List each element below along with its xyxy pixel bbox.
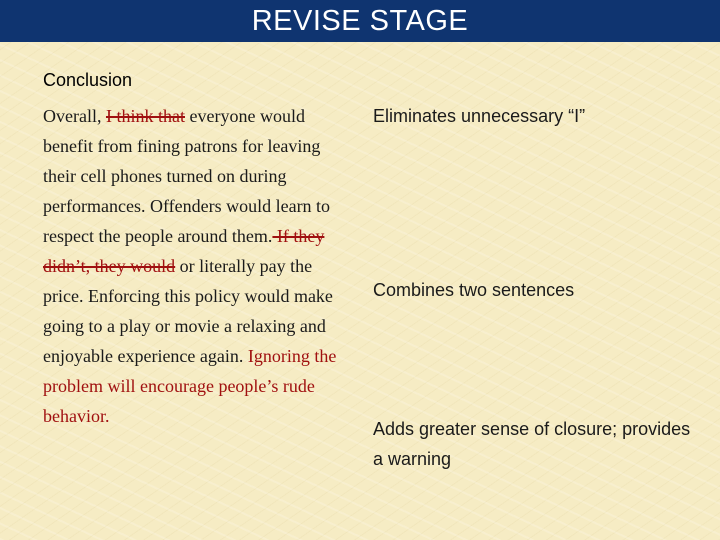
- title-bar: [0, 0, 720, 42]
- essay-text-1: Overall,: [43, 106, 106, 126]
- deleted-phrase-2: If they didn’t, they would: [43, 226, 325, 276]
- essay-paragraph: [43, 101, 353, 431]
- revision-note-1: Eliminates unnecessary “I”: [373, 106, 586, 126]
- added-sentence: Ignoring the problem will encourage people’s rude behavior.: [43, 346, 337, 426]
- essay-text-2: everyone would benefit from fining patrons for leaving their cell phones turned on during performances. Offenders would learn to respect the people around them.: [43, 106, 331, 246]
- essay-text-3: or literally pay the price. Enforcing this policy would make going to a play or movie a relaxing and enjoyable experience again.: [43, 256, 333, 366]
- deleted-phrase-1: I think that: [105, 106, 185, 126]
- revision-note-2: Combines two sentences: [373, 280, 575, 300]
- slide-title: REVISE STAGE: [251, 4, 469, 37]
- section-heading: Conclusion: [43, 70, 133, 90]
- revision-note-3: Adds greater sense of closure; provides a warning: [373, 419, 691, 469]
